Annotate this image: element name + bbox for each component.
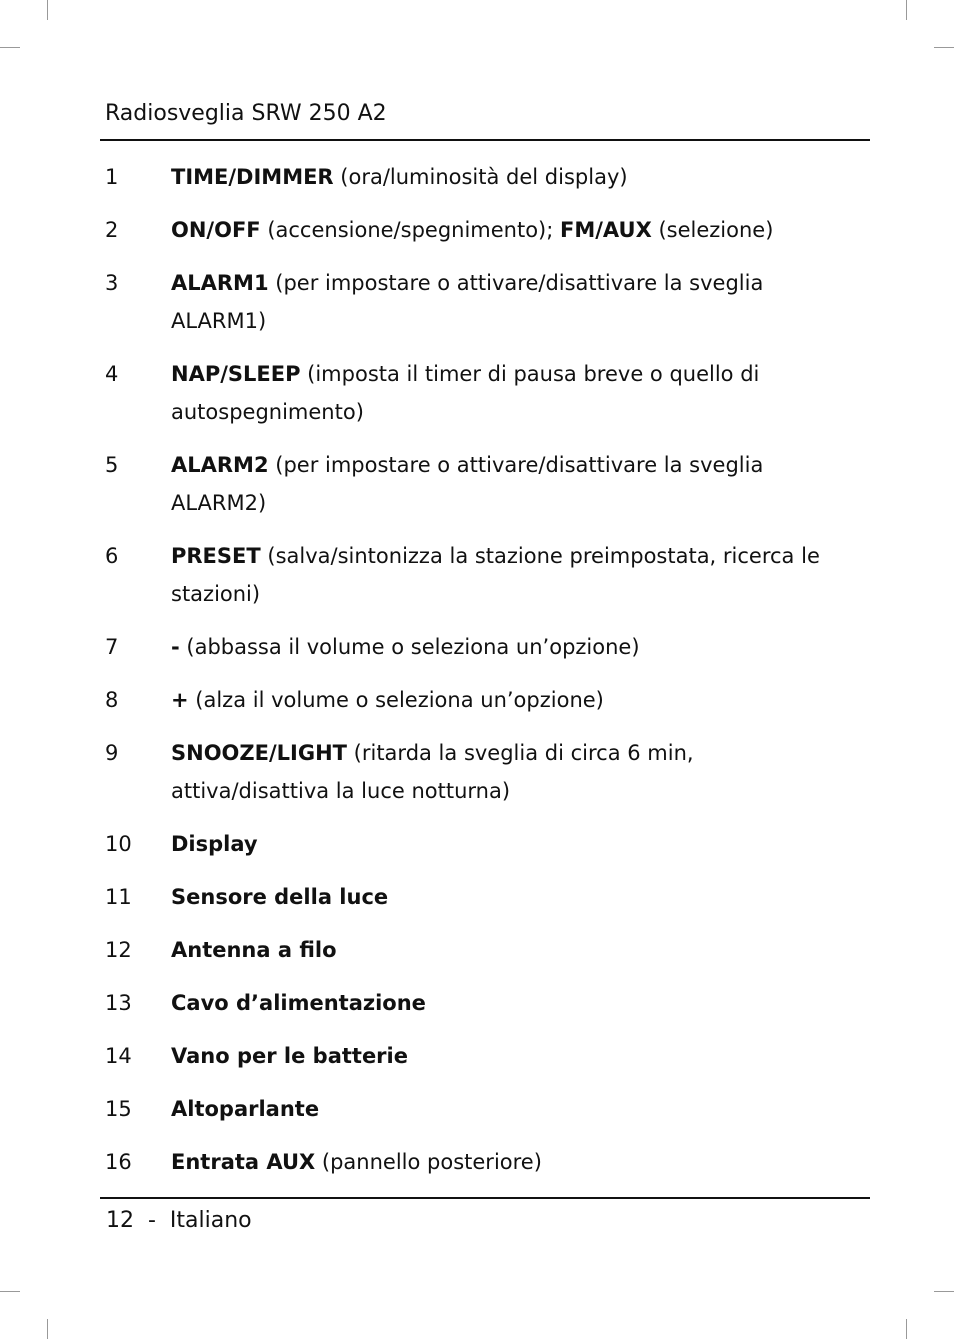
item-description [171,734,845,810]
list-item [105,681,845,719]
item-number: 16 [105,1150,132,1174]
item-description [171,158,845,196]
item-term: + [171,688,189,712]
item-term: Vano per le batterie [171,1044,408,1068]
item-explanation: (alza il volume o seleziona un’opzione) [188,688,604,712]
item-explanation: (selezione) [651,218,774,242]
footer-rule [100,1197,870,1199]
crop-mark-top-left-horizontal [0,47,20,48]
item-description [171,537,845,613]
list-item [105,984,845,1022]
item-number: 5 [105,453,119,477]
item-number: 6 [105,544,119,568]
item-term: NAP/SLEEP [171,362,301,386]
item-explanation: (imposta il timer di pausa breve o quello di autospegnimento) [171,362,760,424]
item-number: 8 [105,688,119,712]
crop-mark-bottom-left-horizontal [0,1291,20,1292]
list-item [105,446,845,522]
item-description [171,1090,845,1128]
item-term: FM/AUX [560,218,652,242]
list-item [105,878,845,916]
item-term: ALARM1 [171,271,269,295]
item-description [171,1037,845,1075]
item-description [171,931,845,969]
item-description [171,446,845,522]
list-item [105,264,845,340]
item-explanation: (abbassa il volume o seleziona un’opzione) [179,635,640,659]
item-term: Altoparlante [171,1097,320,1121]
crop-mark-top-right-vertical [906,0,907,20]
item-number: 10 [105,832,132,856]
item-number: 11 [105,885,132,909]
item-term: Display [171,832,258,856]
item-description [171,628,845,666]
item-explanation: (per impostare o attivare/disattivare la sveglia ALARM1) [171,271,764,333]
item-description [171,878,845,916]
item-explanation: (salva/sintonizza la stazione preimpostata, ricerca le stazioni) [171,544,820,606]
list-item [105,734,845,810]
item-explanation: (ora/luminosità del display) [333,165,628,189]
crop-mark-bottom-left-vertical [47,1319,48,1339]
item-number: 7 [105,635,119,659]
item-explanation: (accensione/spegnimento); [260,218,561,242]
item-term: Cavo d’alimentazione [171,991,426,1015]
item-term: - [171,635,180,659]
item-number: 1 [105,165,119,189]
page-footer: 12 - Italiano [106,1208,252,1233]
item-term: TIME/DIMMER [171,165,334,189]
item-number: 13 [105,991,132,1015]
parts-list [105,158,845,1181]
item-description [171,825,845,863]
item-description [171,984,845,1022]
list-item [105,211,845,249]
item-number: 4 [105,362,119,386]
item-explanation: (per impostare o attivare/disattivare la sveglia ALARM2) [171,453,764,515]
item-number: 9 [105,741,119,765]
list-item [105,1037,845,1075]
item-explanation: (ritarda la sveglia di circa 6 min, attiva/disattiva la luce notturna) [171,741,694,803]
item-description [171,355,845,431]
item-number: 12 [105,938,132,962]
item-term: Entrata AUX [171,1150,316,1174]
item-term: PRESET [171,544,261,568]
list-item [105,1143,845,1181]
item-number: 2 [105,218,119,242]
page-header-title: Radiosveglia SRW 250 A2 [105,101,387,126]
list-item [105,628,845,666]
crop-mark-top-left-vertical [47,0,48,20]
item-term: Sensore della luce [171,885,389,909]
list-item [105,1090,845,1128]
item-number: 3 [105,271,119,295]
header-rule [100,139,870,141]
crop-mark-top-right-horizontal [934,47,954,48]
item-term: ON/OFF [171,218,261,242]
item-explanation: (pannello posteriore) [315,1150,542,1174]
list-item [105,825,845,863]
crop-mark-bottom-right-horizontal [934,1291,954,1292]
list-item [105,158,845,196]
list-item [105,355,845,431]
list-item [105,931,845,969]
crop-mark-bottom-right-vertical [906,1319,907,1339]
item-number: 14 [105,1044,132,1068]
item-description [171,1143,845,1181]
item-description [171,264,845,340]
list-item [105,537,845,613]
item-description [171,211,845,249]
item-term: Antenna a filo [171,938,337,962]
item-description [171,681,845,719]
item-term: SNOOZE/LIGHT [171,741,347,765]
item-term: ALARM2 [171,453,269,477]
item-number: 15 [105,1097,132,1121]
